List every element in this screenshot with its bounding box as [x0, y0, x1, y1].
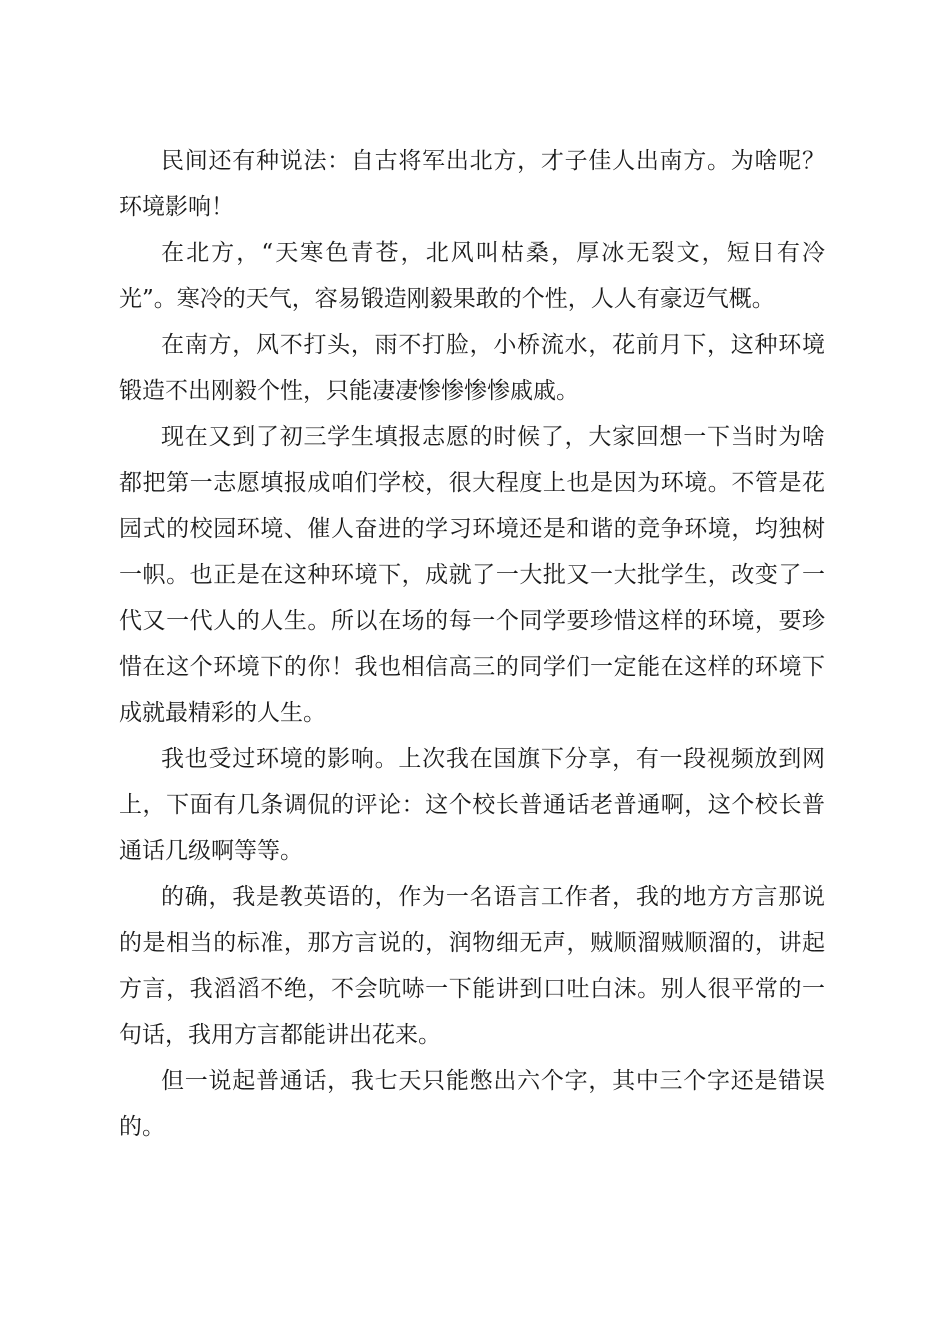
- document-body: [119, 138, 825, 1150]
- paragraph-6: 的确，我是教英语的，作为一名语言工作者，我的地方方言那说的是相当的标准，那方言说的，润物细无声，贼顺溜贼顺溜的，讲起方言，我滔滔不绝，不会吭哧一下能讲到口吐白沫。别人很平常的一句话，我用方言都能讲出花来。: [119, 884, 825, 1048]
- paragraph-5: 我也受过环境的影响。上次我在国旗下分享，有一段视频放到网上，下面有几条调侃的评论：这个校长普通话老普通啊，这个校长普通话几级啊等等。: [119, 746, 825, 864]
- paragraph-2: 在北方，“天寒色青苍，北风叫枯桑，厚冰无裂文，短日有冷光”。寒冷的天气，容易锻造刚毅果敢的个性，人人有豪迈气概。: [119, 240, 825, 312]
- paragraph-4: 现在又到了初三学生填报志愿的时候了，大家回想一下当时为啥都把第一志愿填报成咱们学校，很大程度上也是因为环境。不管是花园式的校园环境、催人奋进的学习环境还是和谐的竞争环境，均独树一帜。也正是在这种环境下，成就了一大批又一大批学生，改变了一代又一代人的人生。所以在场的每一个同学要珍惜这样的环境，要珍惜在这个环境下的你！我也相信高三的同学们一定能在这样的环境下成就最精彩的人生。: [119, 424, 825, 726]
- paragraph-1: 民间还有种说法：自古将军出北方，才子佳人出南方。为啥呢？环境影响！: [119, 148, 825, 220]
- paragraph-3: 在南方，风不打头，雨不打脸，小桥流水，花前月下，这种环境锻造不出刚毅个性，只能凄凄惨惨惨惨戚戚。: [119, 332, 825, 404]
- paragraph-7: 但一说起普通话，我七天只能憋出六个字，其中三个字还是错误的。: [119, 1068, 825, 1140]
